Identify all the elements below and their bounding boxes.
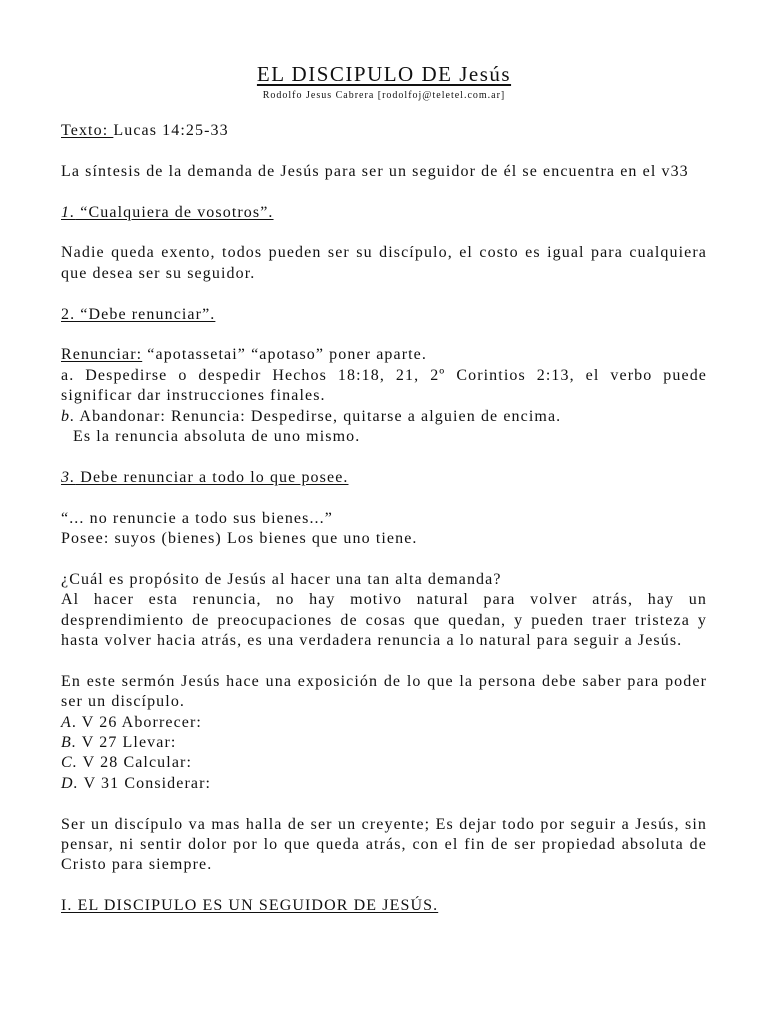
sermon-item-b: B. V 27 Llevar: xyxy=(61,734,177,752)
point-2-heading: 2. “Debe renunciar”. xyxy=(61,305,216,323)
renunciar-line: Renunciar: “apotassetai” “apotaso” poner aparte. xyxy=(61,346,427,364)
point-3-posee: Posee: suyos (bienes) Los bienes que uno tiene. xyxy=(61,530,418,548)
section-1-heading: I. EL DISCIPULO ES UN SEGUIDOR DE JESÚS. xyxy=(61,897,439,915)
texto-label: Texto: xyxy=(61,122,114,139)
proposito-question: ¿Cuál es propósito de Jesús al hacer una tan alta demanda? xyxy=(61,570,502,588)
proposito-text: Al hacer esta renuncia, no hay motivo natural para volver atrás, hay un desprendimiento de preocupaciones de cosas que quedan, y pueden traer tristeza y hasta volver hacia atrás, es una verdadera renuncia a lo natural para seguir a Jesús. xyxy=(61,591,707,650)
sermon-item-c: C. V 28 Calcular: xyxy=(61,754,192,772)
point-2-b-continuation: Es la renuncia absoluta de uno mismo. xyxy=(73,428,361,446)
point-2-block xyxy=(61,345,707,447)
intro-paragraph: La síntesis de la demanda de Jesús para ser un seguidor de él se encuentra en el v33 xyxy=(61,162,689,180)
sermon-block xyxy=(61,672,707,794)
conclusion-paragraph: Ser un discípulo va mas halla de ser un creyente; Es dejar todo por seguir a Jesús, sin pensar, ni sentir dolor por lo que queda atrás, con el fin de ser propiedad absoluta de Cristo para siempre. xyxy=(61,815,707,874)
author-line: Rodolfo Jesus Cabrera [rodolfoj@teletel.com.ar] xyxy=(262,90,506,101)
point-3-heading: 3. Debe renunciar a todo lo que posee. xyxy=(61,468,349,486)
texto-reference: Lucas 14:25-33 xyxy=(113,122,229,139)
document-body xyxy=(61,121,707,937)
point-3-quote: “... no renuncie a todo sus bienes...” xyxy=(61,509,333,527)
point-2-b: b. Abandonar: Renuncia: Despedirse, quitarse a alguien de encima. xyxy=(61,407,562,425)
point-2-a: a. Despedirse o despedir Hechos 18:18, 21, 2º Corintios 2:13, el verbo puede significar dar instrucciones finales. xyxy=(61,366,707,405)
sermon-intro: En este sermón Jesús hace una exposición de lo que la persona debe saber para poder ser un discípulo. xyxy=(61,672,707,711)
point-1-heading: 1. “Cualquiera de vosotros”. xyxy=(61,203,274,221)
point-1-paragraph: Nadie queda exento, todos pueden ser su discípulo, el costo es igual para cualquiera que desea ser su seguidor. xyxy=(61,244,707,282)
sermon-item-a: A. V 26 Aborrecer: xyxy=(61,713,202,731)
point-3-block xyxy=(61,509,707,550)
proposito-block xyxy=(61,570,707,652)
document-title: EL DISCIPULO DE Jesús xyxy=(256,62,512,86)
texto-line xyxy=(61,121,707,141)
sermon-item-d: D. V 31 Considerar: xyxy=(61,774,212,792)
